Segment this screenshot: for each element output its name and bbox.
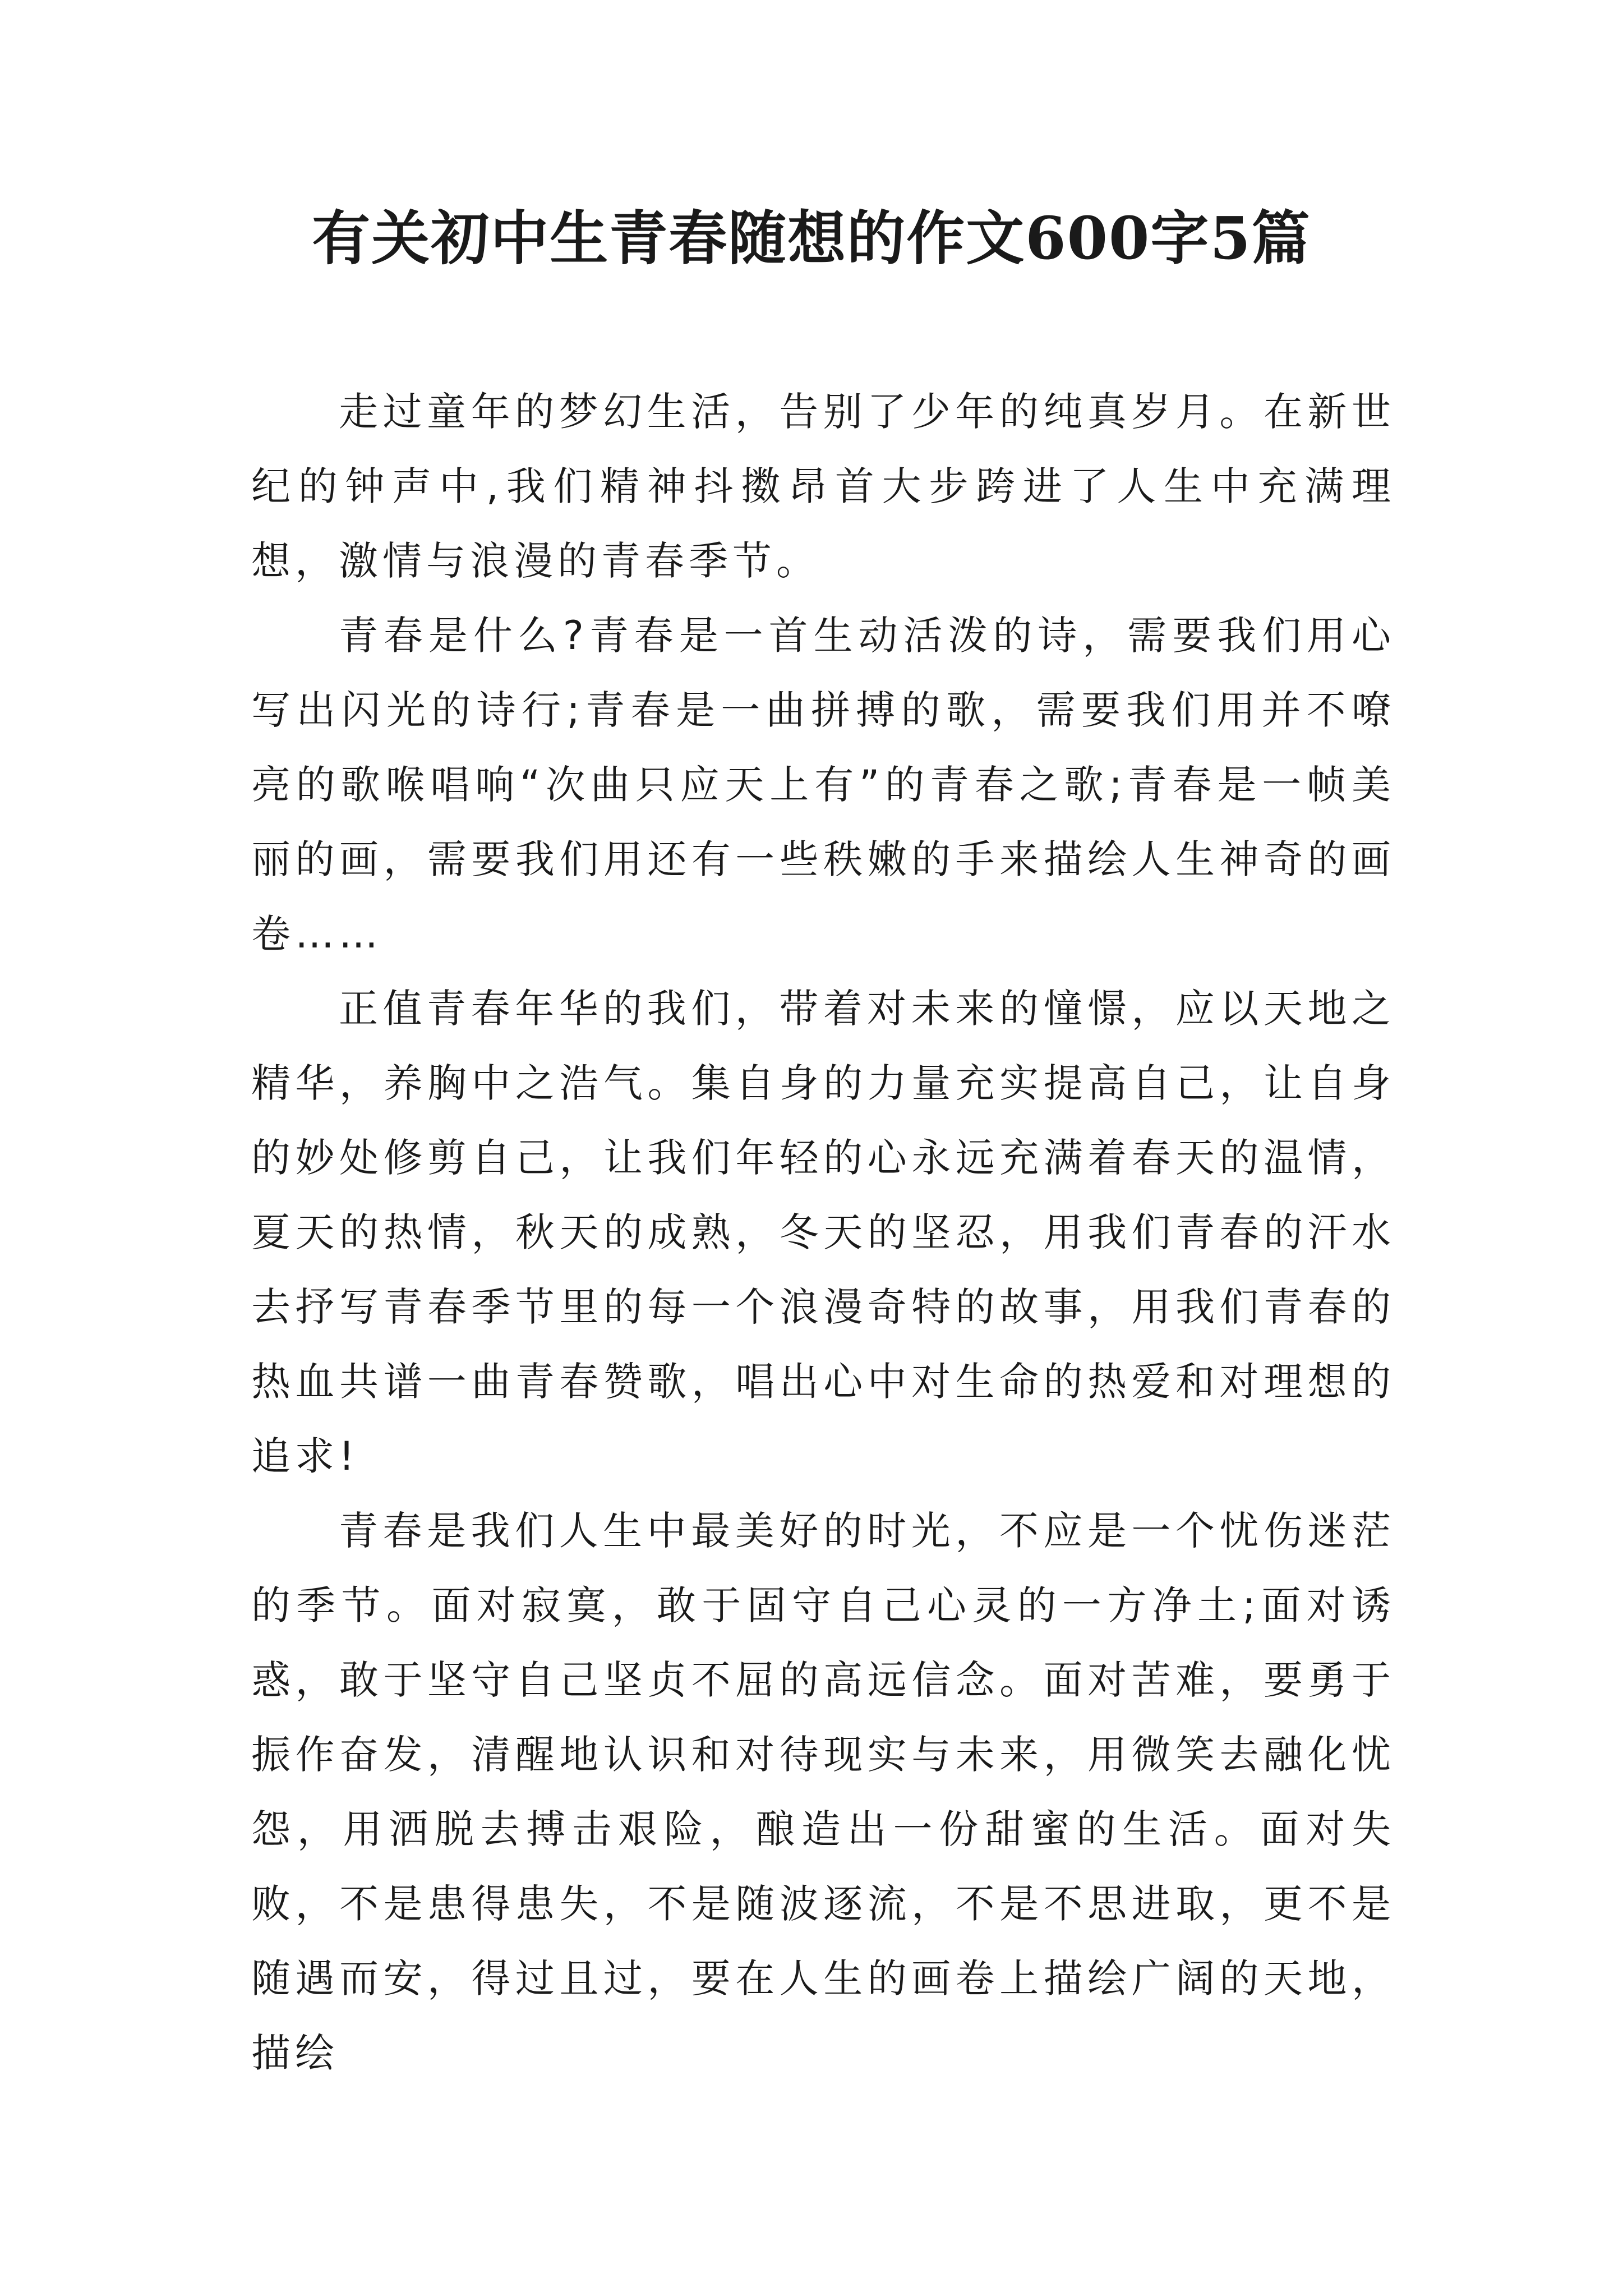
paragraph-1: 走过童年的梦幻生活，告别了少年的纯真岁月。在新世纪的钟声中,我们精神抖擞昂首大步跨进了人生中充满理想，激情与浪漫的青春季节。 [251, 389, 1395, 584]
paragraph-2: 青春是什么?青春是一首生动活泼的诗，需要我们用心写出闪光的诗行;青春是一曲拼搏的歌，需要我们用并不嘹亮的歌喉唱响“次曲只应天上有”的青春之歌;青春是一帧美丽的画，需要我们用还有一些秩嫩的手来描绘人生神奇的画卷…… [251, 613, 1395, 957]
document-title: 有关初中生青春随想的作文600字5篇 [312, 204, 1311, 273]
document-body [251, 375, 1395, 2091]
paragraph-4: 青春是我们人生中最美好的时光，不应是一个忧伤迷茫的季节。面对寂寞，敢于固守自己心灵的一方净土;面对诱惑，敢于坚守自己坚贞不屈的高远信念。面对苦难，要勇于振作奋发，清醒地认识和对待现实与未来，用微笑去融化忧怨，用洒脱去搏击艰险，酿造出一份甜蜜的生活。面对失败，不是患得患失，不是随波逐流，不是不思进取，更不是随遇而安，得过且过，要在人生的画卷上描绘广阔的天地，描绘 [251, 1508, 1395, 2076]
paragraph-3: 正值青春年华的我们，带着对未来的憧憬，应以天地之精华，养胸中之浩气。集自身的力量充实提高自己，让自身的妙处修剪自己，让我们年轻的心永远充满着春天的温情，夏天的热情，秋天的成熟，冬天的坚忍，用我们青春的汗水去抒写青春季节里的每一个浪漫奇特的故事，用我们青春的热血共谱一曲青春赞歌，唱出心中对生命的热爱和对理想的追求! [251, 986, 1395, 1479]
